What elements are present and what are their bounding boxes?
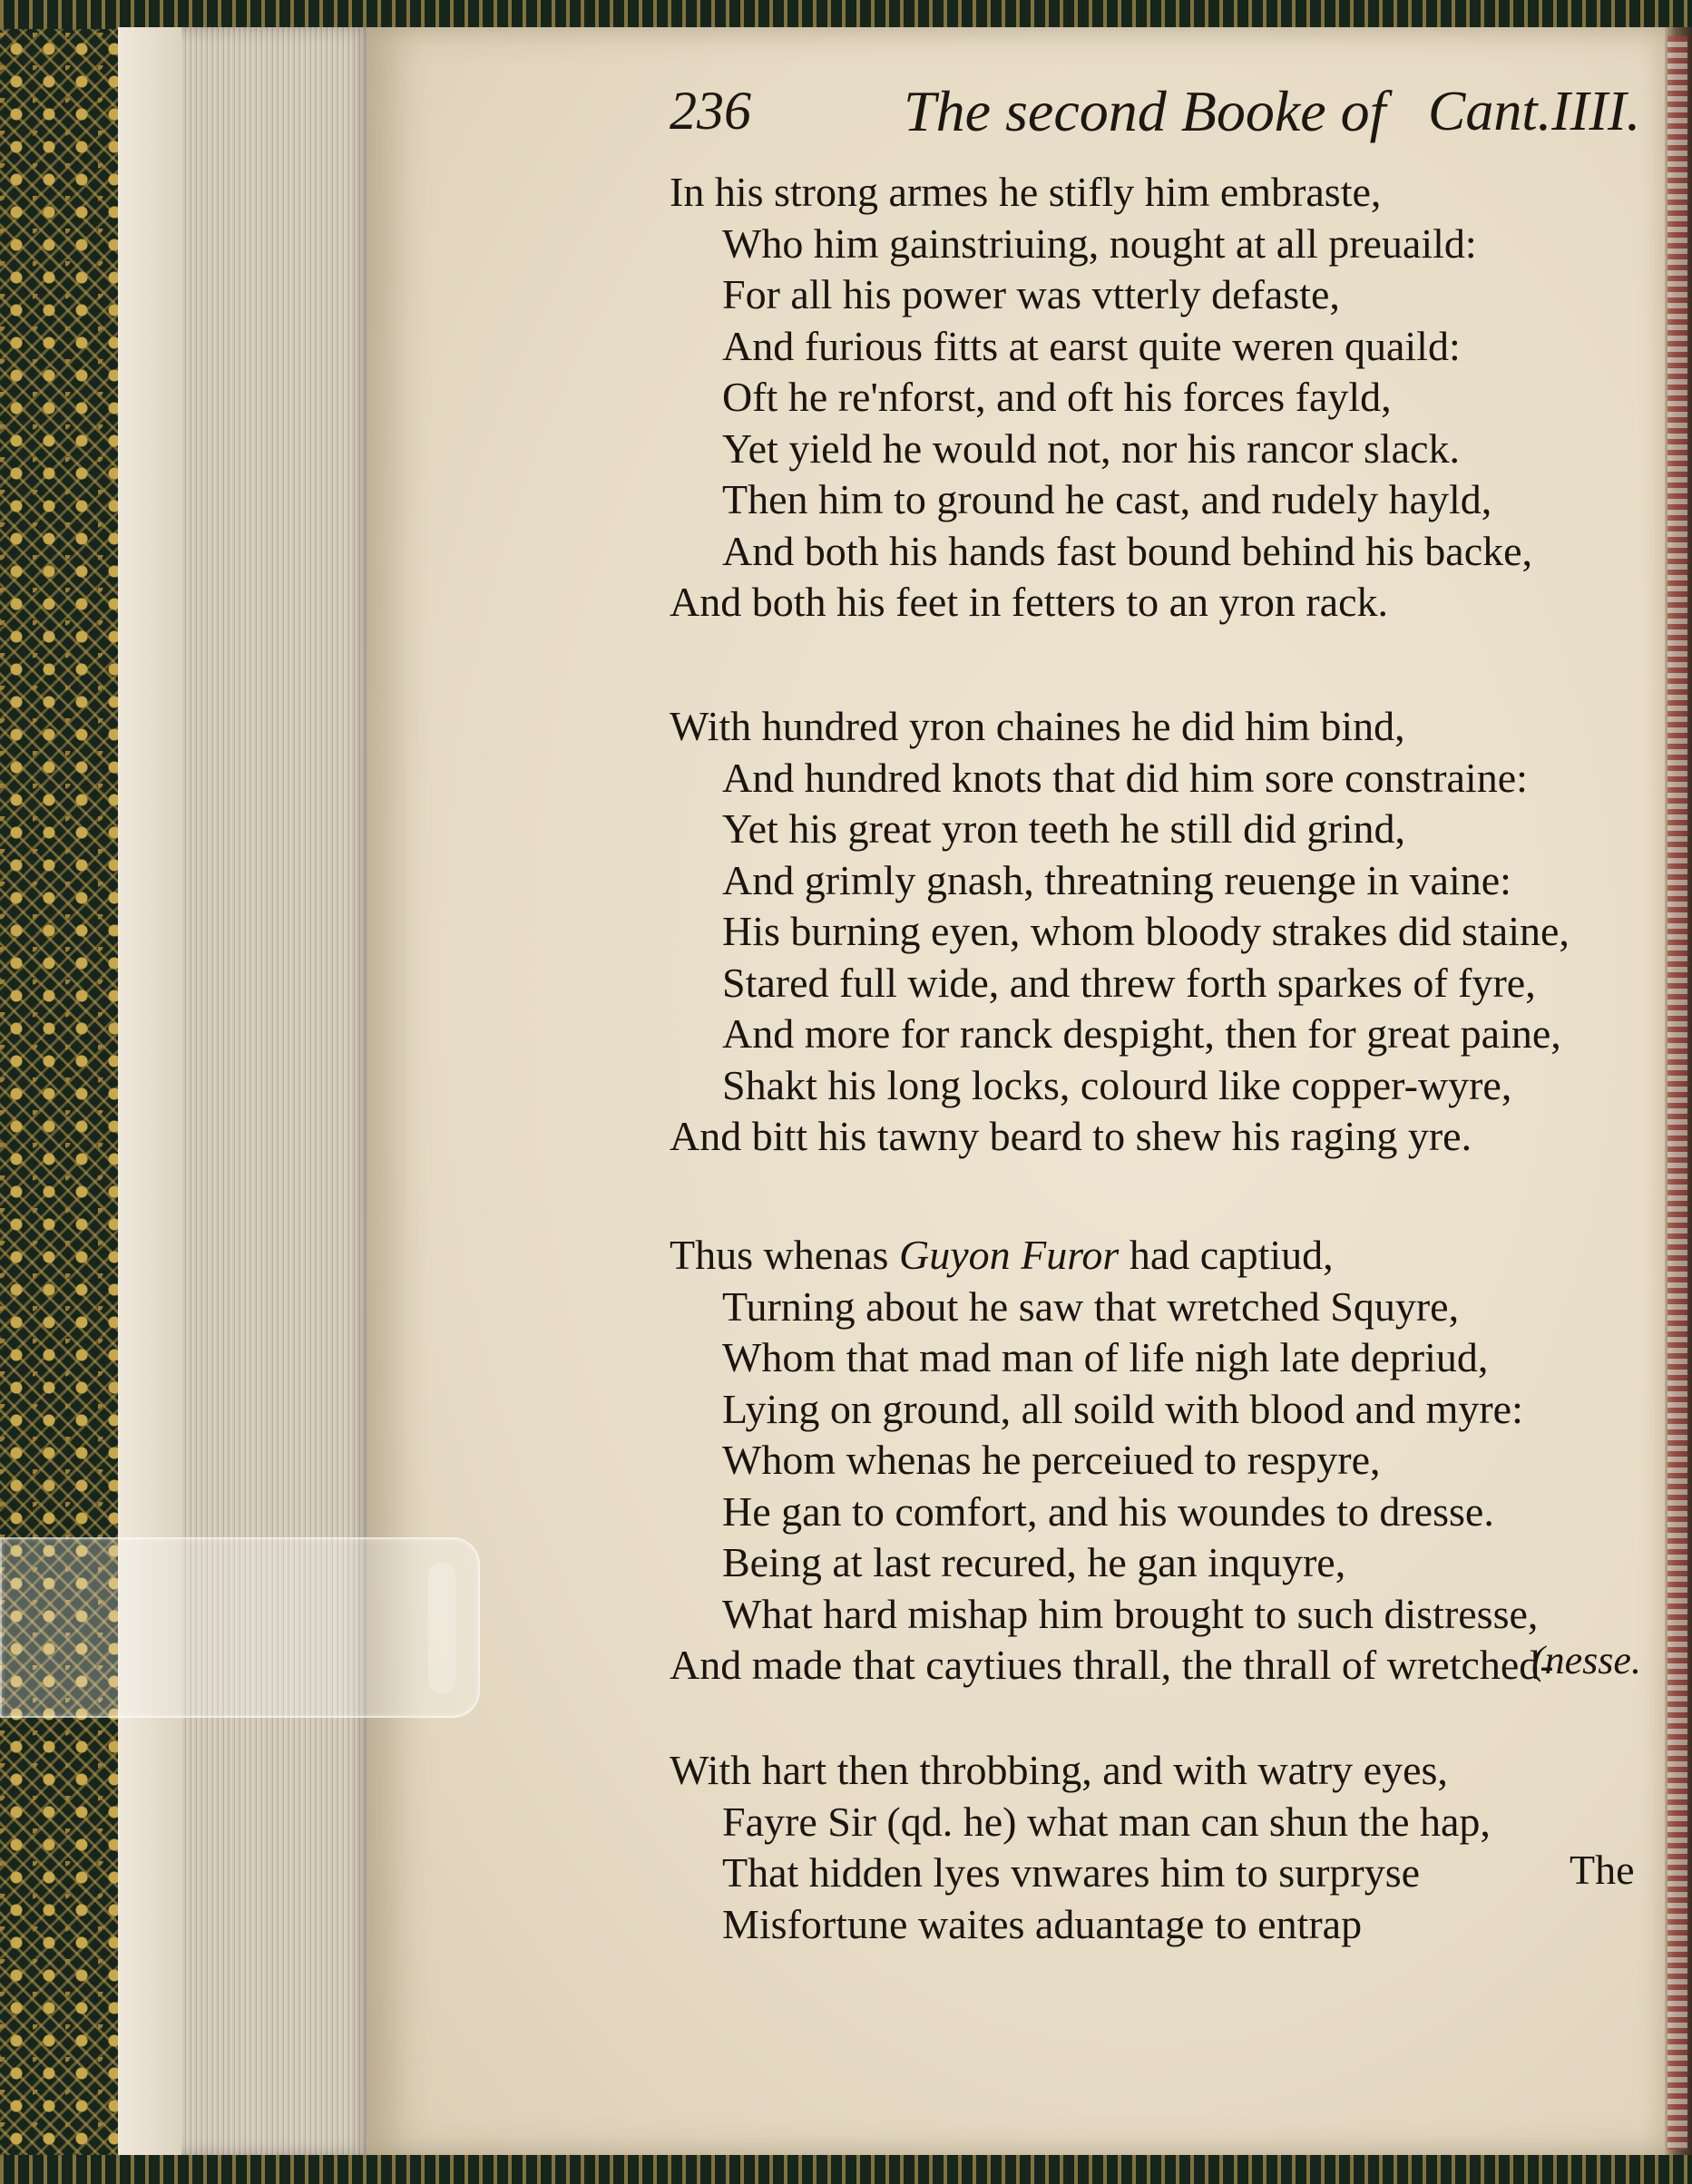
verse-line: Yet his great yron teeth he still did grind, xyxy=(722,805,1405,852)
running-head xyxy=(670,71,1641,161)
verse-line: That hidden lyes vnwares him to surpryse xyxy=(722,1849,1421,1896)
verse-line: Who him gainstriuing, nought at all preuaild: xyxy=(722,219,1477,267)
verse-line-text: Thus whenas xyxy=(670,1232,899,1278)
cover-bottom-band xyxy=(0,2155,1692,2184)
verse-line: What hard mishap him brought to such distresse, xyxy=(722,1590,1539,1637)
verse-line: And furious fitts at earst quite weren quaild: xyxy=(722,322,1461,369)
verse-line: And made that caytiues thrall, the thrall of wretched- xyxy=(670,1642,1554,1688)
verse-line: And grimly gnash, threatning reuenge in vaine: xyxy=(722,856,1511,903)
verse-line xyxy=(670,1231,1334,1279)
verse-line: And both his hands fast bound behind his backe, xyxy=(722,527,1533,574)
verse-line: He gan to comfort, and his woundes to dresse. xyxy=(722,1487,1494,1535)
verse-line: Fayre Sir (qd. he) what man can shun the hap, xyxy=(722,1798,1491,1845)
verse-line: Stared full wide, and threw forth sparkes of fyre, xyxy=(722,959,1536,1006)
verse-line: With hart then throbbing, and with watry eyes, xyxy=(670,1747,1448,1793)
verse-line: Whom that mad man of life nigh late depriud, xyxy=(722,1334,1489,1380)
verse-line: And more for ranck despight, then for great paine, xyxy=(722,1010,1561,1057)
book-title: The second Booke of xyxy=(904,79,1386,143)
verse-line: In his strong armes he stifly him embraste, xyxy=(670,169,1382,215)
verse-line: With hundred yron chaines he did him bind, xyxy=(670,703,1405,749)
verse-line: Yet yield he would not, nor his rancor slack. xyxy=(722,424,1460,472)
verse-line: Misfortune waites aduantage to entrap xyxy=(722,1900,1363,1947)
verse-line: Shakt his long locks, colourd like copper-wyre, xyxy=(722,1061,1512,1108)
catchword: The xyxy=(1570,1847,1635,1893)
cover-top-band xyxy=(0,0,1692,29)
verse-line: And hundred knots that did him sore constraine: xyxy=(722,754,1528,801)
verse-line: Turning about he saw that wretched Squyre, xyxy=(722,1282,1460,1330)
verse-line: Being at last recured, he gan inquyre, xyxy=(722,1539,1346,1585)
verse-line: For all his power was vtterly defaste, xyxy=(722,271,1340,317)
verse-line: His burning eyen, whom bloody strakes did staine, xyxy=(722,908,1570,954)
page-number: 236 xyxy=(670,81,751,141)
page-block-edges xyxy=(118,27,374,2155)
verse-line: And both his feet in fetters to an yron rack. xyxy=(670,579,1388,625)
verse-line: Lying on ground, all soild with blood and myre: xyxy=(722,1385,1523,1432)
facing-page-edge xyxy=(1668,36,1687,2150)
verse-line: Whom whenas he perceiued to respyre, xyxy=(722,1437,1381,1483)
verse-line-text: had captiud, xyxy=(1119,1232,1334,1278)
book-cover xyxy=(0,0,136,2184)
page-clip xyxy=(0,1537,480,1718)
turnover-word: (nesse. xyxy=(1531,1638,1641,1682)
verse-line-italic: Guyon Furor xyxy=(898,1232,1120,1278)
canto-label: Cant.IIII. xyxy=(1428,81,1641,142)
verse-line: Then him to ground he cast, and rudely hayld, xyxy=(722,476,1492,522)
verse-line: And bitt his tawny beard to shew his raging yre. xyxy=(670,1113,1472,1159)
verse-line: Oft he re'nforst, and oft his forces fayld, xyxy=(722,374,1392,420)
